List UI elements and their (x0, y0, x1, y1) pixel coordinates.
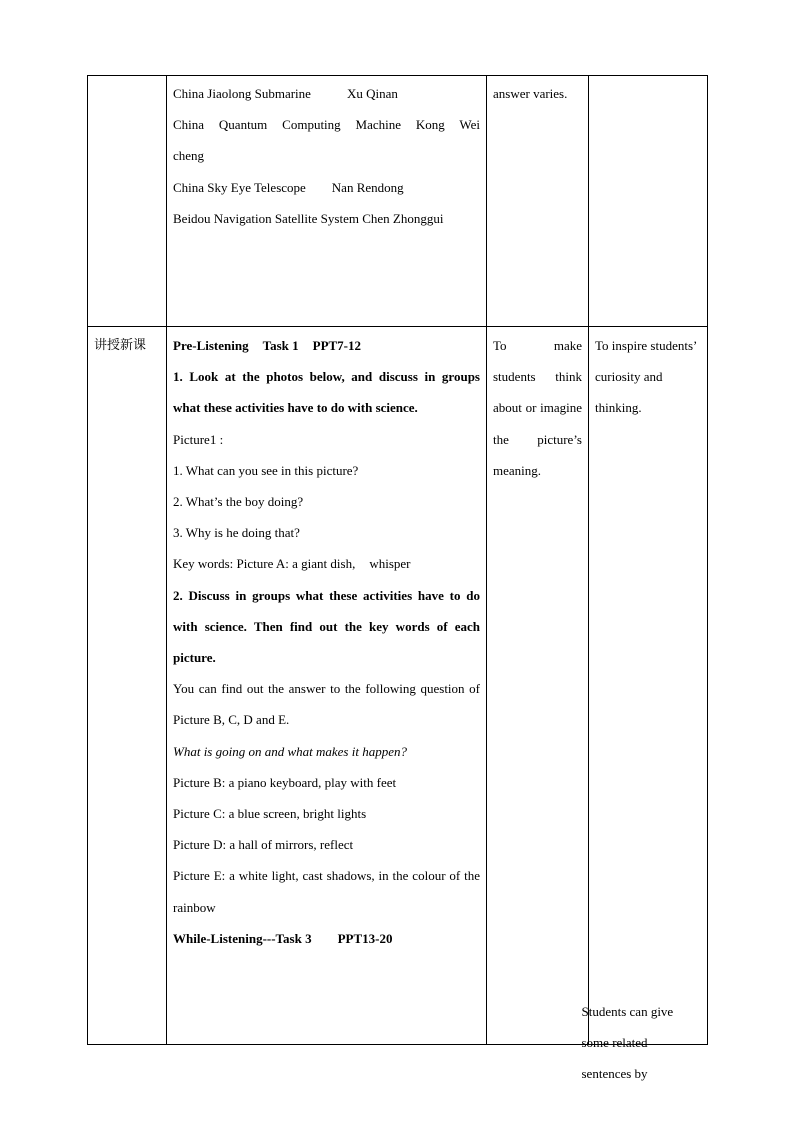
aim-text: To inspire students’ curiosity and thinking. (595, 338, 697, 416)
scientist-line: China Quantum Computing Machine Kong Wei cheng (173, 117, 480, 164)
section-heading: While-Listening---Task 3 PPT13-20 (173, 930, 393, 946)
stage-label: 讲授新课 (94, 338, 147, 353)
key-words-line: Key words: Picture A: a giant dish, whisper (173, 556, 411, 572)
picture-keywords: Picture E: a white light, cast shadows, in the colour of the rainbow (173, 868, 480, 915)
purpose-text: Students can give some related sentences by (581, 1003, 674, 1081)
task-instruction: 1. Look at the photos below, and discuss in groups what these activities have to do with science. (173, 369, 480, 416)
purpose-cell (487, 76, 589, 327)
aim-cell-empty (589, 76, 708, 327)
task-instruction: 2. Discuss in groups what these activities have to do with science. Then find out the key words of each picture. (173, 587, 480, 666)
content-cell (167, 327, 487, 1045)
aim-cell (589, 327, 708, 1045)
picture-keywords: Picture C: a blue screen, bright lights (173, 806, 367, 822)
scientist-line: China Jiaolong Submarine Xu Qinan (173, 86, 398, 101)
stage-cell-empty (88, 76, 167, 327)
question-item: 2. What’s the boy doing? (173, 494, 304, 510)
guiding-question: What is going on and what makes it happen? (173, 743, 407, 759)
stage-cell (88, 327, 167, 1045)
lesson-plan-table (87, 75, 708, 1081)
question-item: 1. What can you see in this picture? (173, 462, 359, 478)
question-item: 3. Why is he doing that? (173, 525, 300, 541)
task-note: You can find out the answer to the following question of Picture B, C, D and E. (173, 681, 480, 728)
table-row (88, 327, 708, 1045)
picture-label: Picture1 : (173, 431, 224, 447)
purpose-text: To make students think about or imagine the picture’s meaning. (493, 338, 582, 478)
scientist-line: Beidou Navigation Satellite System Chen Zhonggui (173, 210, 444, 226)
picture-keywords: Picture D: a hall of mirrors, reflect (173, 837, 354, 853)
table-row (88, 76, 708, 327)
purpose-text: answer varies. (493, 86, 568, 101)
section-heading: Pre-Listening Task 1 PPT7-12 (173, 338, 362, 353)
scientist-line: China Sky Eye Telescope Nan Rendong (173, 179, 404, 195)
content-cell (167, 76, 487, 327)
picture-keywords: Picture B: a piano keyboard, play with feet (173, 774, 397, 790)
